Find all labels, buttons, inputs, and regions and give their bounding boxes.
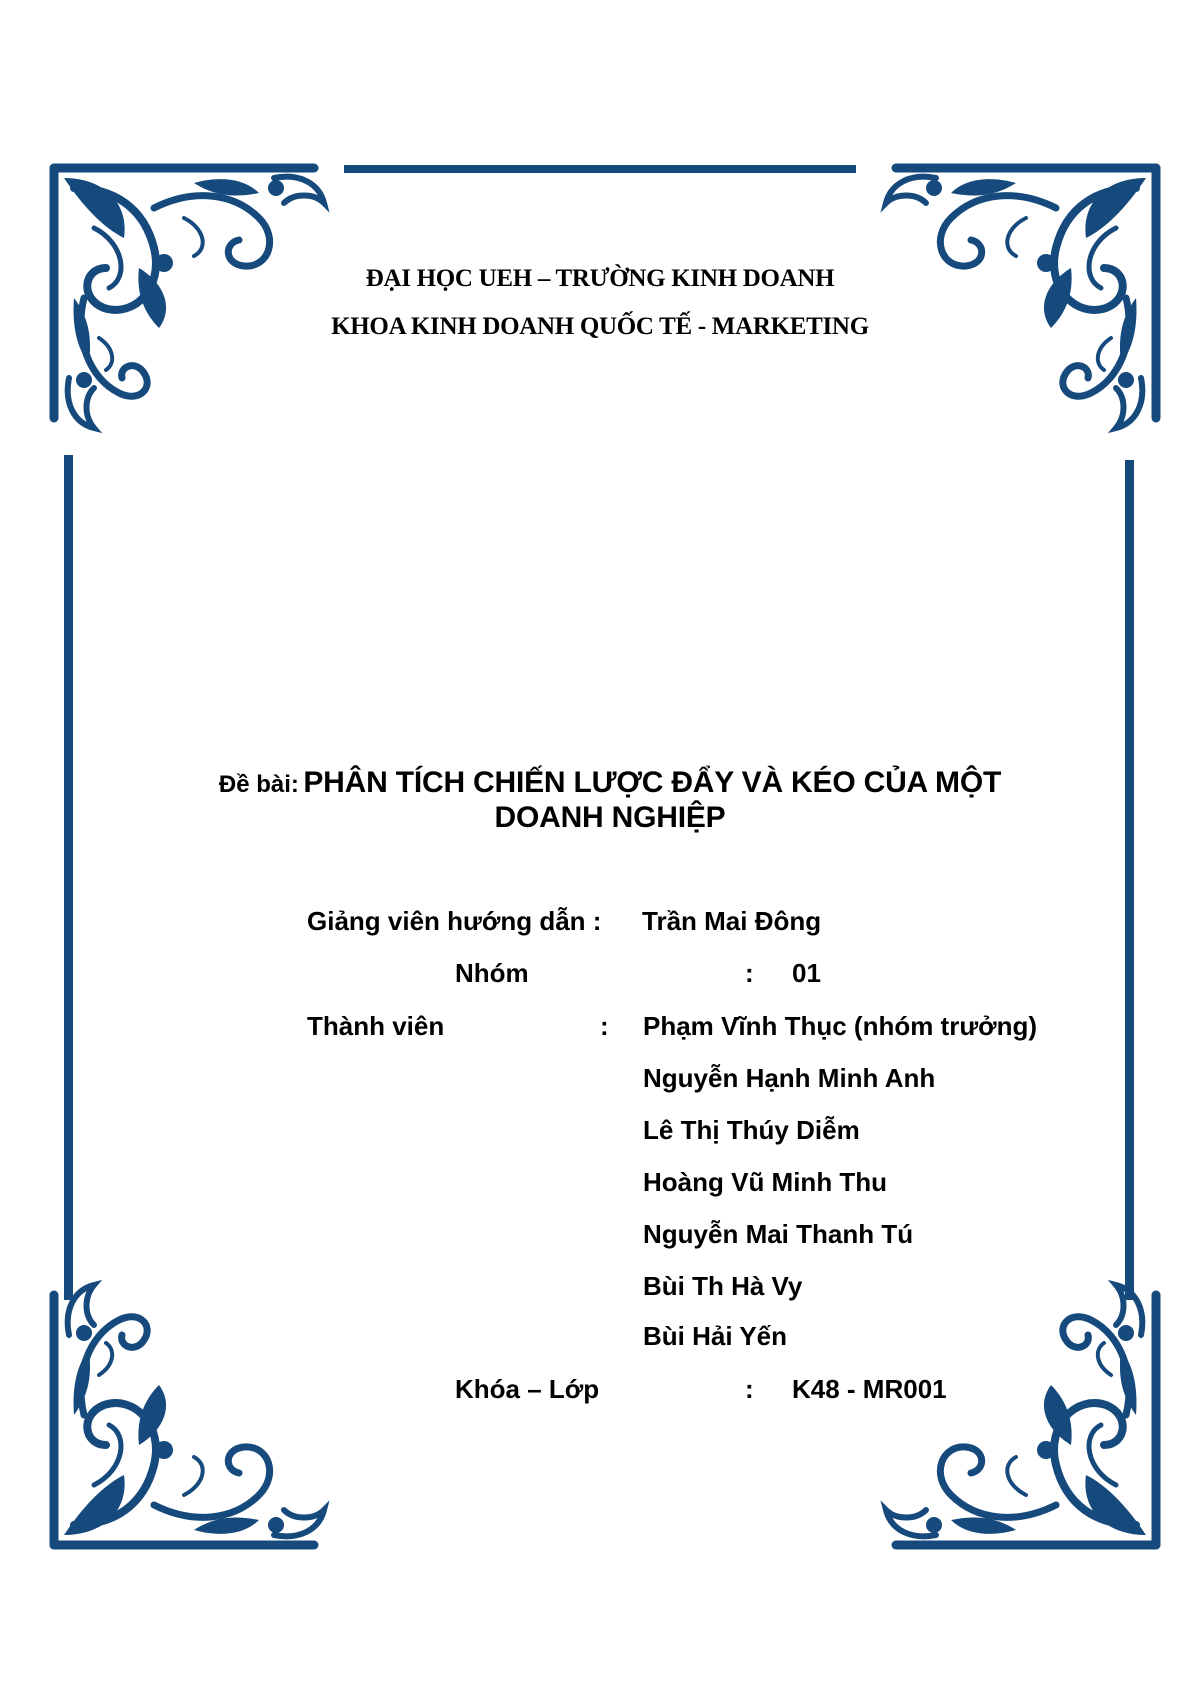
- members-colon: :: [600, 1011, 609, 1041]
- member-name: Nguyễn Hạnh Minh Anh: [643, 1063, 936, 1093]
- member-name: Nguyễn Mai Thanh Tú: [643, 1219, 914, 1249]
- corner-ornament-bottom-right: [876, 1275, 1166, 1565]
- class-colon: :: [745, 1374, 754, 1404]
- members-label: Thành viên: [307, 1011, 445, 1041]
- class-label: Khóa – Lớp: [455, 1374, 600, 1404]
- title-text: PHÂN TÍCH CHIẾN LƯỢC ĐẨY VÀ KÉO CỦA MỘT DOANH NGHIỆP: [303, 766, 1002, 834]
- group-colon: :: [745, 958, 754, 988]
- corner-ornament-top-left: [44, 148, 334, 438]
- member-name: Bùi Th Hà Vy: [643, 1271, 803, 1301]
- group-label: Nhóm: [455, 958, 529, 988]
- corner-ornament-bottom-left: [44, 1275, 334, 1565]
- class-value: K48 - MR001: [792, 1374, 947, 1404]
- lecturer-value: Trần Mai Đông: [642, 906, 822, 936]
- faculty-name: KHOA KINH DOANH QUỐC TẾ - MARKETING: [331, 313, 869, 340]
- group-value: 01: [792, 958, 821, 988]
- assignment-title: [170, 768, 1050, 838]
- lecturer-label: Giảng viên hướng dẫn :: [307, 906, 602, 936]
- left-border-bar: [64, 455, 73, 1300]
- member-name: Lê Thị Thúy Diễm: [643, 1115, 860, 1145]
- corner-ornament-top-right: [876, 148, 1166, 438]
- member-name: Bùi Hải Yến: [643, 1321, 788, 1351]
- title-prefix: Đề bài:: [218, 771, 299, 798]
- university-name: ĐẠI HỌC UEH – TRƯỜNG KINH DOANH: [365, 265, 835, 292]
- right-border-bar: [1125, 460, 1134, 1300]
- member-name: Hoàng Vũ Minh Thu: [643, 1167, 888, 1197]
- member-name: Phạm Vĩnh Thục (nhóm trưởng): [643, 1011, 1038, 1041]
- top-border-bar: [344, 165, 856, 173]
